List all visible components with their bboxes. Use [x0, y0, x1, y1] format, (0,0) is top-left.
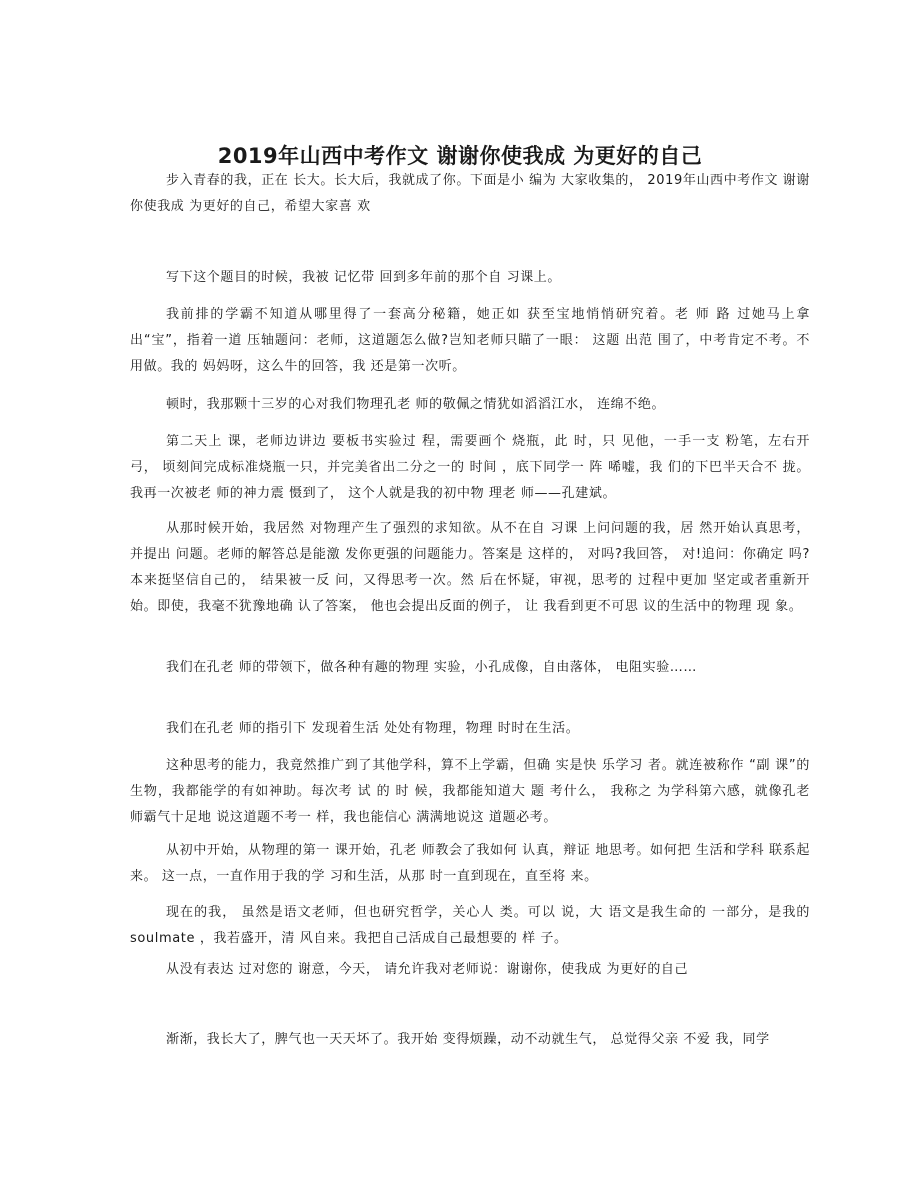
paragraph: 我前排的学霸不知道从哪里得了一套高分秘籍，她正如 获至宝地悄悄研究着。老 师 路 过她马上拿出“宝”，指着一道 压轴题问：老师，这道题怎么做?岂知老师只瞄了一眼： 这题 出范 围了，中考肯定不考。不用做。我的 妈妈呀，这么牛的回答，我 还是第一次听。: [130, 307, 810, 374]
paragraph: 从初中开始，从物理的第一 课开始，孔老 师教会了我如何 认真，辩证 地思考。如何把 生活和学科 联系起来。 这一点，一直作用于我的学 习和生活，从那 时一直到现在，直至将 来。: [130, 843, 810, 884]
paragraph: 顿时，我那颗十三岁的心对我们物理孔老 师的敬佩之情犹如滔滔江水， 连绵不绝。: [166, 397, 666, 412]
paragraph: 写下这个题目的时候，我被 记忆带 回到多年前的那个自 习课上。: [166, 270, 561, 285]
paragraph: 渐渐，我长大了，脾气也一天天坏了。我开始 变得烦躁，动不动就生气， 总觉得父亲 不爱 我，同学: [166, 1032, 770, 1047]
paragraph: 从那时候开始，我居然 对物理产生了强烈的求知欲。从不在自 习课 上问问题的我，居 然开始认真思考，并提出 问题。老师的解答总是能激 发你更强的问题能力。答案是 这样的， 对吗?我回答， 对!追问：你确定 吗?本来挺坚信自己的， 结果被一反 问，又得思考一次。然 后在怀疑，审视，思考的 过程中更加 坚定或者重新开始。即使，我毫不犹豫地确 认了答案， 他也会提出反面的例子， 让 我看到更不可思 议的生活中的物理 现 象。: [130, 521, 810, 614]
paragraph: 我们在孔老 师的指引下 发现着生活 处处有物理，物理 时时在生活。: [166, 721, 580, 736]
paragraph: 现在的我， 虽然是语文老师，但也研究哲学，关心人 类。可以 说，大 语文是我生命的 一部分，是我的 soulmate ，我若盛开，清 风自来。我把自己活成自己最想要的 样 子。: [130, 905, 810, 946]
intro-paragraph: 步入青春的我，正在 长大。长大后，我就成了你。下面是小 编为 大家收集的， 2019年山西中考作文 谢谢 你使我成 为更好的自己，希望大家喜 欢: [130, 173, 810, 214]
paragraph: 第二天上 课，老师边讲边 要板书实验过 程，需要画个 烧瓶，此 时，只 见他，一手一支 粉笔，左右开弓， 顷刻间完成标准烧瓶一只，并完美省出二分之一的 时间 ，底下同学一 阵 唏嘘，我 们的下巴半天合不 拢。我再一次被老 师的神力震 慑到了， 这个人就是我的初中物 理老 师——孔建斌。: [130, 434, 810, 501]
document-title: 2019年山西中考作文 谢谢你使我成 为更好的自己: [217, 144, 703, 168]
paragraph: 从没有表达 过对您的 谢意，今天， 请允许我对老师说：谢谢你，使我成 为更好的自己: [166, 962, 689, 977]
paragraph: 我们在孔老 师的带领下，做各种有趣的物理 实验，小孔成像，自由落体， 电阻实验……: [166, 660, 697, 675]
paragraph: 这种思考的能力，我竟然推广到了其他学科，算不上学霸，但确 实是快 乐学习 者。就连被称作 “副 课”的生物，我都能学的有如神助。每次考 试 的 时 候，我都能知道大 题 考什么， 我称之 为学科第六感，就像孔老 师霸气十足地 说这道题不考一 样，我也能信心 满满地说这 道题必考。: [130, 758, 810, 825]
